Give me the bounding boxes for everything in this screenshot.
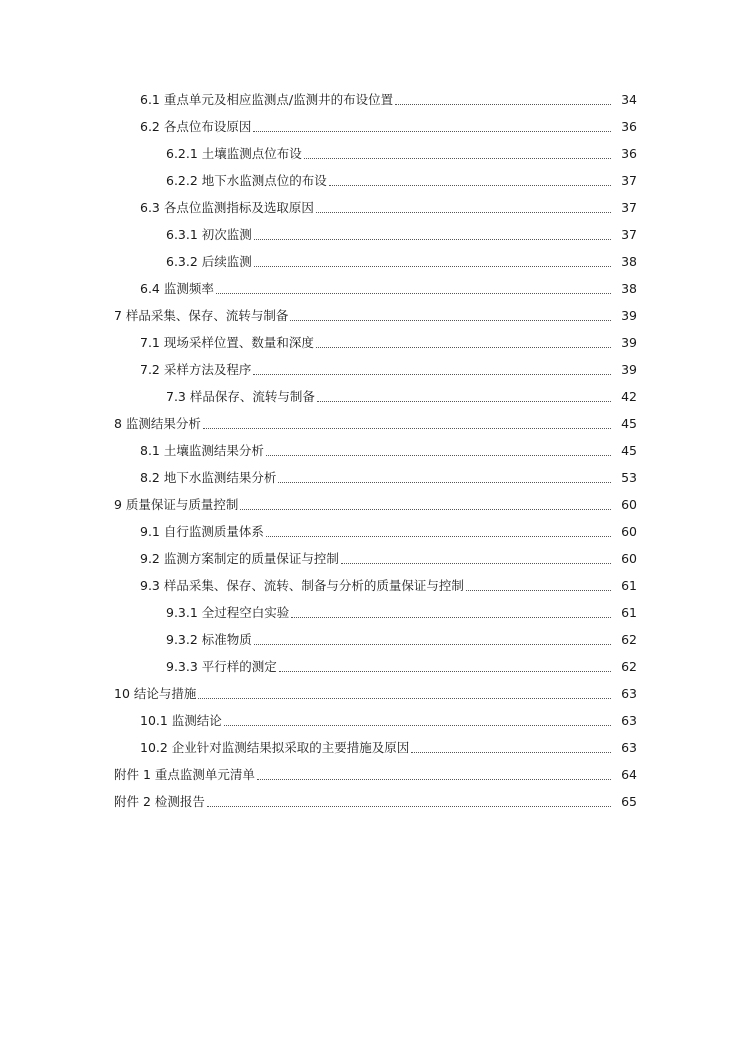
- toc-entry[interactable]: [0, 275, 750, 302]
- toc-page-number: 65: [621, 794, 637, 809]
- toc-entry[interactable]: [0, 221, 750, 248]
- toc-entry-label: 8.1 土壤监测结果分析: [140, 443, 264, 458]
- toc-entry-label: 9.3 样品采集、保存、流转、制备与分析的质量保证与控制: [140, 578, 464, 593]
- toc-entry[interactable]: [0, 707, 750, 734]
- toc-page-number: 63: [621, 713, 637, 728]
- toc-entry-label: 6.3 各点位监测指标及选取原因: [140, 200, 314, 215]
- toc-page-number: 39: [621, 362, 637, 377]
- toc-entry-label: 7.1 现场采样位置、数量和深度: [140, 335, 314, 350]
- toc-entry[interactable]: [0, 140, 750, 167]
- dot-leader: [341, 563, 611, 564]
- toc-entry-label: 附件 1 重点监测单元清单: [114, 767, 255, 782]
- dot-leader: [395, 104, 611, 105]
- toc-entry-label: 8.2 地下水监测结果分析: [140, 470, 277, 485]
- toc-entry-label: 6.2.2 地下水监测点位的布设: [166, 173, 327, 188]
- dot-leader: [316, 212, 611, 213]
- toc-entry[interactable]: [0, 518, 750, 545]
- dot-leader: [254, 239, 611, 240]
- toc-page-number: 61: [621, 605, 637, 620]
- dot-leader: [266, 455, 611, 456]
- toc-page-number: 37: [621, 173, 637, 188]
- toc-entry[interactable]: [0, 545, 750, 572]
- toc-page-number: 61: [621, 578, 637, 593]
- dot-leader: [254, 266, 611, 267]
- toc-entry[interactable]: [0, 167, 750, 194]
- toc-entry-label: 9 质量保证与质量控制: [114, 497, 239, 512]
- toc-page-number: 53: [621, 470, 637, 485]
- toc-entry-label: 9.2 监测方案制定的质量保证与控制: [140, 551, 339, 566]
- toc-page-number: 60: [621, 497, 637, 512]
- toc-page-number: 62: [621, 659, 637, 674]
- toc-entry-label: 6.1 重点单元及相应监测点/监测井的布设位置: [140, 92, 394, 107]
- toc-entry[interactable]: [0, 302, 750, 329]
- dot-leader: [304, 158, 611, 159]
- dot-leader: [207, 806, 611, 807]
- toc-entry-label: 10 结论与措施: [114, 686, 197, 701]
- toc-page-number: 38: [621, 281, 637, 296]
- toc-entry-label: 10.2 企业针对监测结果拟采取的主要措施及原因: [140, 740, 410, 755]
- toc-entry[interactable]: [0, 572, 750, 599]
- toc-entry[interactable]: [0, 653, 750, 680]
- toc-page-number: 37: [621, 227, 637, 242]
- toc-entry[interactable]: [0, 437, 750, 464]
- dot-leader: [240, 509, 611, 510]
- dot-leader: [257, 779, 611, 780]
- dot-leader: [291, 617, 611, 618]
- toc-entry-label: 6.2 各点位布设原因: [140, 119, 252, 134]
- dot-leader: [278, 482, 611, 483]
- dot-leader: [266, 536, 611, 537]
- dot-leader: [317, 401, 611, 402]
- dot-leader: [279, 671, 611, 672]
- dot-leader: [216, 293, 611, 294]
- toc-entry-label: 10.1 监测结论: [140, 713, 222, 728]
- toc-page-number: 63: [621, 686, 637, 701]
- dot-leader: [198, 698, 611, 699]
- toc-page-number: 38: [621, 254, 637, 269]
- toc-entry[interactable]: [0, 356, 750, 383]
- dot-leader: [253, 374, 611, 375]
- toc-page-number: 60: [621, 551, 637, 566]
- toc-entry[interactable]: [0, 383, 750, 410]
- toc-entry-label: 6.2.1 土壤监测点位布设: [166, 146, 302, 161]
- toc-page-number: 64: [621, 767, 637, 782]
- toc-entry[interactable]: [0, 410, 750, 437]
- toc-entry[interactable]: [0, 464, 750, 491]
- dot-leader: [203, 428, 611, 429]
- toc-page-number: 36: [621, 146, 637, 161]
- toc-page-number: 42: [621, 389, 637, 404]
- toc-entry[interactable]: [0, 113, 750, 140]
- dot-leader: [253, 131, 611, 132]
- toc-entry[interactable]: [0, 734, 750, 761]
- dot-leader: [411, 752, 611, 753]
- toc-entry[interactable]: [0, 599, 750, 626]
- toc-entry[interactable]: [0, 761, 750, 788]
- toc-page-number: 39: [621, 308, 637, 323]
- dot-leader: [466, 590, 611, 591]
- toc-page-number: 60: [621, 524, 637, 539]
- dot-leader: [224, 725, 611, 726]
- toc-page-number: 63: [621, 740, 637, 755]
- toc-entry[interactable]: [0, 194, 750, 221]
- toc-entry-label: 6.3.1 初次监测: [166, 227, 252, 242]
- toc-entry-label: 9.3.1 全过程空白实验: [166, 605, 290, 620]
- toc-entry[interactable]: [0, 626, 750, 653]
- toc-entry[interactable]: [0, 680, 750, 707]
- toc-page-number: 36: [621, 119, 637, 134]
- dot-leader: [316, 347, 611, 348]
- toc-entry-label: 7.3 样品保存、流转与制备: [166, 389, 315, 404]
- toc-page-number: 39: [621, 335, 637, 350]
- toc-entry[interactable]: [0, 329, 750, 356]
- toc-entry-label: 9.3.2 标准物质: [166, 632, 252, 647]
- dot-leader: [290, 320, 611, 321]
- toc-page-number: 62: [621, 632, 637, 647]
- toc-page-number: 37: [621, 200, 637, 215]
- dot-leader: [254, 644, 611, 645]
- toc-entry[interactable]: [0, 491, 750, 518]
- toc-entry-label: 6.4 监测频率: [140, 281, 214, 296]
- toc-entry-label: 7.2 采样方法及程序: [140, 362, 252, 377]
- toc-entry-label: 7 样品采集、保存、流转与制备: [114, 308, 289, 323]
- toc-entry-label: 9.1 自行监测质量体系: [140, 524, 264, 539]
- toc-page-number: 45: [621, 416, 637, 431]
- toc-entry-label: 6.3.2 后续监测: [166, 254, 252, 269]
- dot-leader: [329, 185, 611, 186]
- toc-page-number: 45: [621, 443, 637, 458]
- toc-entry-label: 附件 2 检测报告: [114, 794, 205, 809]
- toc-page-number: 34: [621, 92, 637, 107]
- toc-entry[interactable]: [0, 86, 750, 113]
- toc-entry-label: 9.3.3 平行样的测定: [166, 659, 277, 674]
- toc-entry[interactable]: [0, 788, 750, 815]
- toc-entry-label: 8 监测结果分析: [114, 416, 201, 431]
- toc-entry[interactable]: [0, 248, 750, 275]
- table-of-contents: [0, 86, 750, 815]
